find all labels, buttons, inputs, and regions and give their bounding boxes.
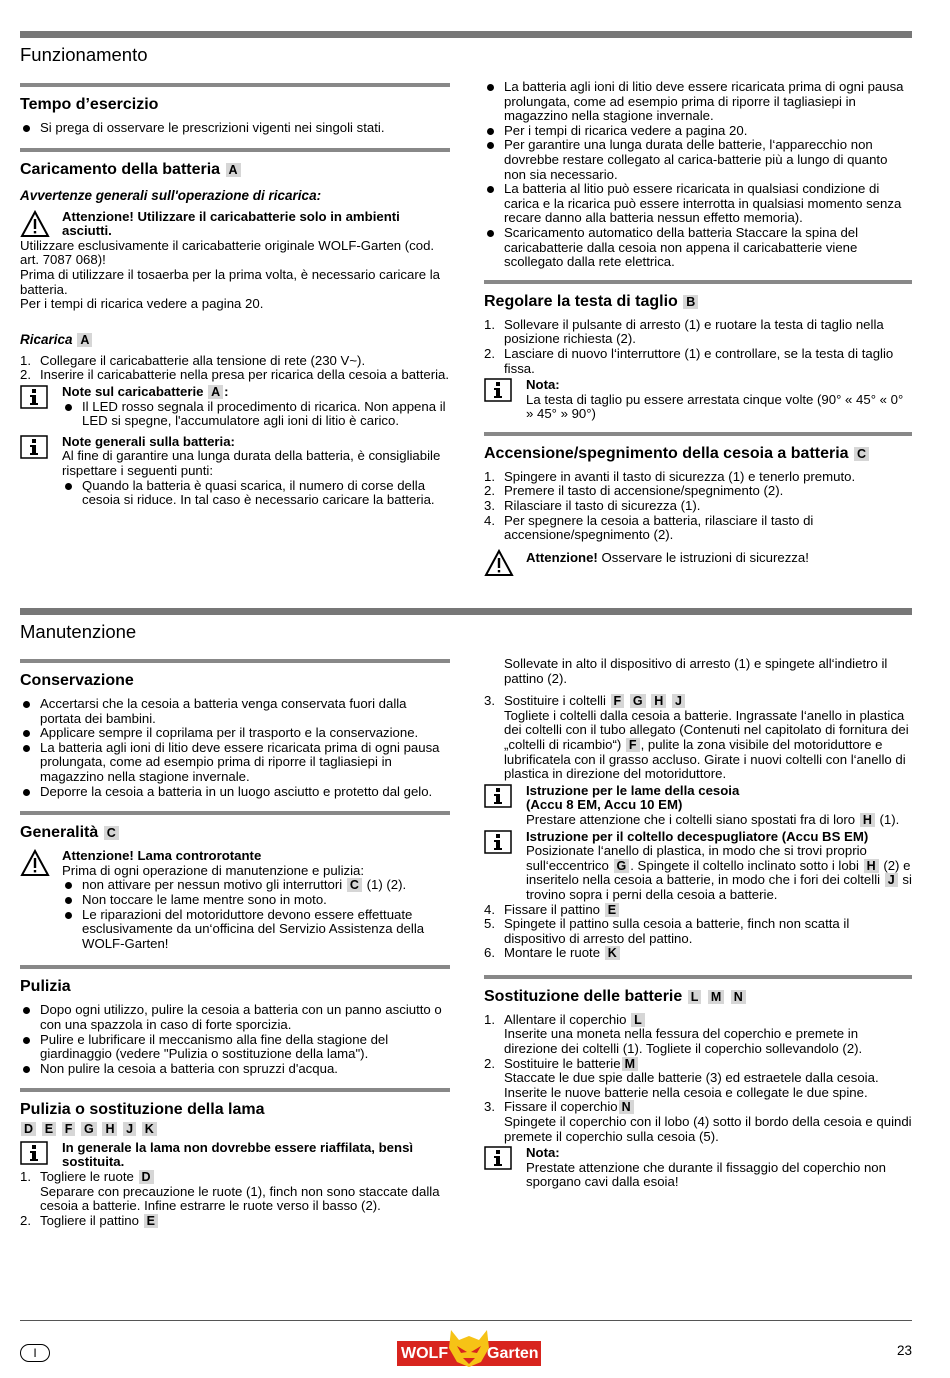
numbered-step: 2. Lasciare di nuovo l‘interruttore (1) e controllare, se la testa di taglio fissa. <box>484 345 894 376</box>
info-icon <box>484 1146 512 1170</box>
paragraph: Prima di utilizzare il tosaerba per la prima volta, è necessario caricare la batteria. <box>20 266 440 297</box>
paragraph: Staccate le due spie dalle batterie (3) ed estraetele dalla cesoia. Inserite le nuove batterie nella cesoia e collegate le due spine. <box>504 1070 879 1100</box>
numbered-step: 6. Montare le ruote K <box>484 946 912 961</box>
language-badge: I <box>20 1344 50 1362</box>
info-note: In generale la lama non dovrebbe essere riaffilata, bensì sostituita. <box>20 1141 450 1170</box>
heading-accensione: Accensione/spegnimento della cesoia a batteria C <box>484 444 912 464</box>
paragraph: Togliete i coltelli dalla cesoia a batterie. Ingrassate l‘anello in plastica dei coltelli con il tubo allegato (Contenuti nel capitolato di fornitura dei „coltelli di ricambio“) F , pulite la zona visibile del motoriduttore e lubrificatela con il grasso accluso. Girate i nuovi coltelli con l‘anello di plastica in direzione del motoriduttore. <box>504 707 909 782</box>
info-note: Nota: Prestate attenzione che durante il fissaggio del coperchio non sporgano cavi dalla esoia! <box>484 1146 912 1190</box>
figure-badge: G <box>630 694 646 708</box>
figure-badge: G <box>614 859 630 873</box>
right-column-1 <box>484 80 912 565</box>
list-item: Le riparazioni del motoriduttore devono essere effettuate esclusivamente da un‘officina del Servizio Assistenza della WOLF-Garten! <box>62 908 450 952</box>
figure-badge: J <box>123 1122 136 1136</box>
list-item: La batteria agli ioni di litio deve essere ricaricata prima di ogni pausa prolungata, come ad esempio prima di riporre il tagliasiepi in magazzino nella stagione invernale. <box>20 741 450 785</box>
info-icon <box>484 784 512 808</box>
numbered-step: 1. Collegare il caricabatterie alla tensione di rete (230 V~). <box>20 352 366 368</box>
subheading-avvertenze: Avvertenze generali sull'operazione di ricarica: <box>20 187 322 203</box>
figure-badge: C <box>854 447 869 461</box>
warning-icon <box>484 549 514 577</box>
figure-badge-row <box>20 1122 450 1137</box>
section-title-manutenzione: Manutenzione <box>20 621 137 642</box>
logo-garten-text: Garten <box>487 1345 539 1362</box>
section-title-funzionamento: Funzionamento <box>20 44 148 65</box>
list-item: Si prega di osservare le prescrizioni vigenti nei singoli stati. <box>20 121 450 136</box>
figure-badge: L <box>631 1013 645 1027</box>
figure-badge: E <box>605 903 619 917</box>
list-item: Pulire e lubrificare il meccanismo alla fine della stagione del giardinaggio (vedere "Pulizia o sostituzione della lama"). <box>20 1033 450 1062</box>
numbered-step: 4. Per spegnere la cesoia a batteria, rilasciare il tasto di accensione/spegnimento (2). <box>484 512 814 543</box>
figure-badge: C <box>347 878 362 892</box>
paragraph: Sollevate in alto il dispositivo di arresto (1) e spingete all‘indietro il pattino (2). <box>504 656 888 686</box>
paragraph: Separare con precauzione le ruote (1), finch non sono staccate dalla cesoia a batterie. Infine estrarre le ruote verso il basso (2). <box>40 1183 440 1214</box>
list-item: Il LED rosso segnala il procedimento di ricarica. Non appena il LED si spegne, l'accumulatore agli ioni di litio è carico. <box>62 400 450 429</box>
subsection-bar <box>20 83 450 87</box>
warning-note: Attenzione! Utilizzare il caricabatterie solo in ambienti asciutti. <box>20 210 450 239</box>
figure-badge: G <box>81 1122 97 1136</box>
paragraph: Utilizzare esclusivamente il caricabatterie originale WOLF-Garten (cod. art. 7087 068)! <box>20 237 435 268</box>
figure-badge: N <box>619 1100 634 1114</box>
left-column-2 <box>20 659 450 1228</box>
figure-badge: F <box>626 738 640 752</box>
numbered-step: 1. Sollevare il pulsante di arresto (1) e ruotare la testa di taglio nella posizione richiesta (2). <box>484 316 884 347</box>
subheading-ricarica: Ricarica A <box>20 332 450 348</box>
figure-badge: E <box>42 1122 56 1136</box>
figure-badge: H <box>102 1122 117 1136</box>
figure-badge: D <box>21 1122 36 1136</box>
left-column-1 <box>20 83 450 508</box>
heading-tempo: Tempo d’esercizio <box>20 96 159 113</box>
figure-badge: C <box>104 826 119 840</box>
paragraph: Spingete il coperchio con il lobo (4) sotto il bordo della cesoia e quindi premete il coperchio sulla cesoia (5). <box>504 1114 912 1144</box>
section-bar <box>20 31 912 38</box>
list-item: Non toccare le lame mentre sono in moto. <box>62 893 450 908</box>
numbered-step: 5. Spingete il pattino sulla cesoia a batterie, finch non scatta il dispositivo di arresto del pattino. <box>484 916 850 946</box>
subsection-bar <box>484 280 912 284</box>
heading-testa: Regolare la testa di taglio B <box>484 292 912 312</box>
numbered-step: 3. Rilasciare il tasto di sicurezza (1). <box>484 498 701 514</box>
paragraph: Inserite una moneta nella fessura del coperchio e premete in direzione dei coltelli (1). Togliete il coperchio sollevandolo (2). <box>504 1026 863 1057</box>
subsection-bar <box>20 659 450 663</box>
list-item: La batteria al litio può essere ricaricata in qualsiasi condizione di carica e la ricarica può essere interrotta in qualsiasi momento senza recare danno alla batteria nessun effetto memoria). <box>484 182 912 226</box>
info-note: Istruzione per le lame della cesoia (Accu 8 EM, Accu 10 EM) Prestare attenzione che i coltelli siano spostati fra di loro H (1). <box>484 784 912 828</box>
heading-pulizia: Pulizia <box>20 978 71 996</box>
list-item: Scaricamento automatico della batteria Staccare la spina del caricabatterie dalla cesoia non appena il caricabatterie viene scollegato dalla rete elettrica. <box>484 226 912 270</box>
subsection-bar <box>484 432 912 436</box>
warning-icon <box>20 849 50 877</box>
figure-badge: J <box>672 694 685 708</box>
list-item: Quando la batteria è quasi scarica, il numero di corse della cesoia si riduce. In tal caso è necessario caricare la batteria. <box>62 479 450 508</box>
subsection-bar <box>20 811 450 815</box>
figure-badge: K <box>142 1122 157 1136</box>
figure-badge: A <box>226 163 241 177</box>
warning-note: Attenzione! Lama controrotante Prima di ogni operazione di manutenzione e pulizia: non attivare per nessun motivo gli interruttori C (1) (2). Non toccare le lame mentre sono in moto. Le riparazioni del motoriduttore devono essere effettuate esclusivamente da un‘officina del Servizio Assistenza della WOLF-Garten! <box>20 849 450 951</box>
figure-badge: D <box>139 1170 154 1184</box>
wolf-garten-logo <box>397 1326 541 1368</box>
info-icon <box>20 1141 48 1165</box>
info-note: Note generali sulla batteria: Al fine di garantire una lunga durata della batteria, è consigliabile rispettare i seguenti punti: Quando la batteria è quasi scarica, il numero di corse della cesoia si riduce. In tal caso è necessario caricare la batteria. <box>20 435 450 508</box>
heading-batterie: Sostituzione delle batterie L M N <box>484 987 912 1007</box>
numbered-step: 2. Premere il tasto di accensione/spegnimento (2). <box>484 483 784 499</box>
paragraph: Per i tempi di ricarica vedere a pagina 20. <box>20 296 264 312</box>
numbered-step: 1. Allentare il coperchio L <box>484 1013 912 1028</box>
figure-badge: B <box>683 295 698 309</box>
list-item: Applicare sempre il coprilama per il trasporto e la conservazione. <box>20 726 450 741</box>
numbered-step: 1. Togliere le ruote D <box>20 1170 450 1185</box>
figure-badge: M <box>622 1057 638 1071</box>
info-note: Nota: La testa di taglio pu essere arrestata cinque volte (90° « 45° « 0° » 45° » 90°) <box>484 378 912 422</box>
list-item: Deporre la cesoia a batteria in un luogo asciutto e protetto dal gelo. <box>20 785 450 800</box>
figure-badge: H <box>860 813 875 827</box>
subsection-bar <box>20 1088 450 1092</box>
figure-badge: A <box>208 385 223 399</box>
numbered-step: 2. Togliere il pattino E <box>20 1214 450 1229</box>
list-item: non attivare per nessun motivo gli interruttori C (1) (2). <box>62 878 450 893</box>
right-column-2 <box>484 657 912 1190</box>
numbered-step: 1. Spingere in avanti il tasto di sicurezza (1) e tenerlo premuto. <box>484 468 856 484</box>
figure-badge: H <box>651 694 666 708</box>
figure-badge: N <box>731 990 746 1004</box>
heading-caricamento: Caricamento della batteria A <box>20 160 450 180</box>
info-note: Note sul caricabatterie A : Il LED rosso segnala il procedimento di ricarica. Non appena il LED si spegne, l'accumulatore agli ioni di litio è carico. <box>20 385 450 429</box>
subsection-bar <box>20 148 450 152</box>
numbered-step: 4. Fissare il pattino E <box>484 903 912 918</box>
heading-conservazione: Conservazione <box>20 672 134 689</box>
figure-badge: E <box>144 1214 158 1228</box>
figure-badge: A <box>77 333 92 347</box>
info-note: Istruzione per il coltello decespugliatore (Accu BS EM) Posizionate l‘anello di plastica, in modo che si trovi proprio sull‘eccentrico G . Spingete il coltello inclinato sotto i lobi H (2) e inseritelo nella cesoia a batterie, in modo che i fori dei coltelli J si trovino sopra i perni della cesoia a batterie. <box>484 830 912 903</box>
figure-badge: K <box>605 946 620 960</box>
info-icon <box>484 830 512 854</box>
heading-lama: Pulizia o sostituzione della lama <box>20 1101 265 1119</box>
warning-note: Attenzione! Osservare le istruzioni di sicurezza! <box>484 549 912 566</box>
numbered-step: 3. Sostituire i coltelli F G H J <box>484 694 912 709</box>
figure-badge: L <box>688 990 702 1004</box>
list-item: La batteria agli ioni di litio deve essere ricaricata prima di ogni pausa prolungata, come ad esempio prima di riporre il tagliasiepi in magazzino nella stagione invernale. <box>484 80 912 124</box>
list-item: Dopo ogni utilizzo, pulire la cesoia a batteria con un panno asciutto o con una spazzola in caso di forte sporcizia. <box>20 1003 450 1032</box>
page-number: 23 <box>896 1343 912 1358</box>
figure-badge: F <box>62 1122 76 1136</box>
figure-badge: F <box>611 694 625 708</box>
subsection-bar <box>20 965 450 969</box>
info-icon <box>484 378 512 402</box>
info-icon <box>20 435 48 459</box>
list-item: Per garantire una lunga durata delle batterie, l‘apparecchio non dovrebbe restare collegato al carica-batterie più a lungo di quanto non sia necessario. <box>484 138 912 182</box>
figure-badge: M <box>708 990 724 1004</box>
logo-wolf-text: WOLF <box>401 1345 449 1362</box>
warning-icon <box>20 210 50 238</box>
heading-generalita: Generalità C <box>20 823 450 843</box>
list-item: Per i tempi di ricarica vedere a pagina 20. <box>484 124 912 139</box>
footer-divider <box>20 1320 912 1321</box>
numbered-step: 3. Fissare il coperchio N <box>484 1100 912 1115</box>
list-item: Non pulire la cesoia a batteria con spruzzi d'acqua. <box>20 1062 450 1077</box>
subsection-bar <box>484 975 912 979</box>
figure-badge: H <box>864 859 879 873</box>
figure-badge: J <box>885 873 898 887</box>
list-item: Accertarsi che la cesoia a batteria venga conservata fuori dalla portata dei bambini. <box>20 697 450 726</box>
numbered-step: 2. Sostituire le batterie M <box>484 1057 912 1072</box>
numbered-step: 2. Inserire il caricabatterie nella presa per ricarica della cesoia a batteria. <box>20 367 450 383</box>
section-bar <box>20 608 912 615</box>
info-icon <box>20 385 48 409</box>
